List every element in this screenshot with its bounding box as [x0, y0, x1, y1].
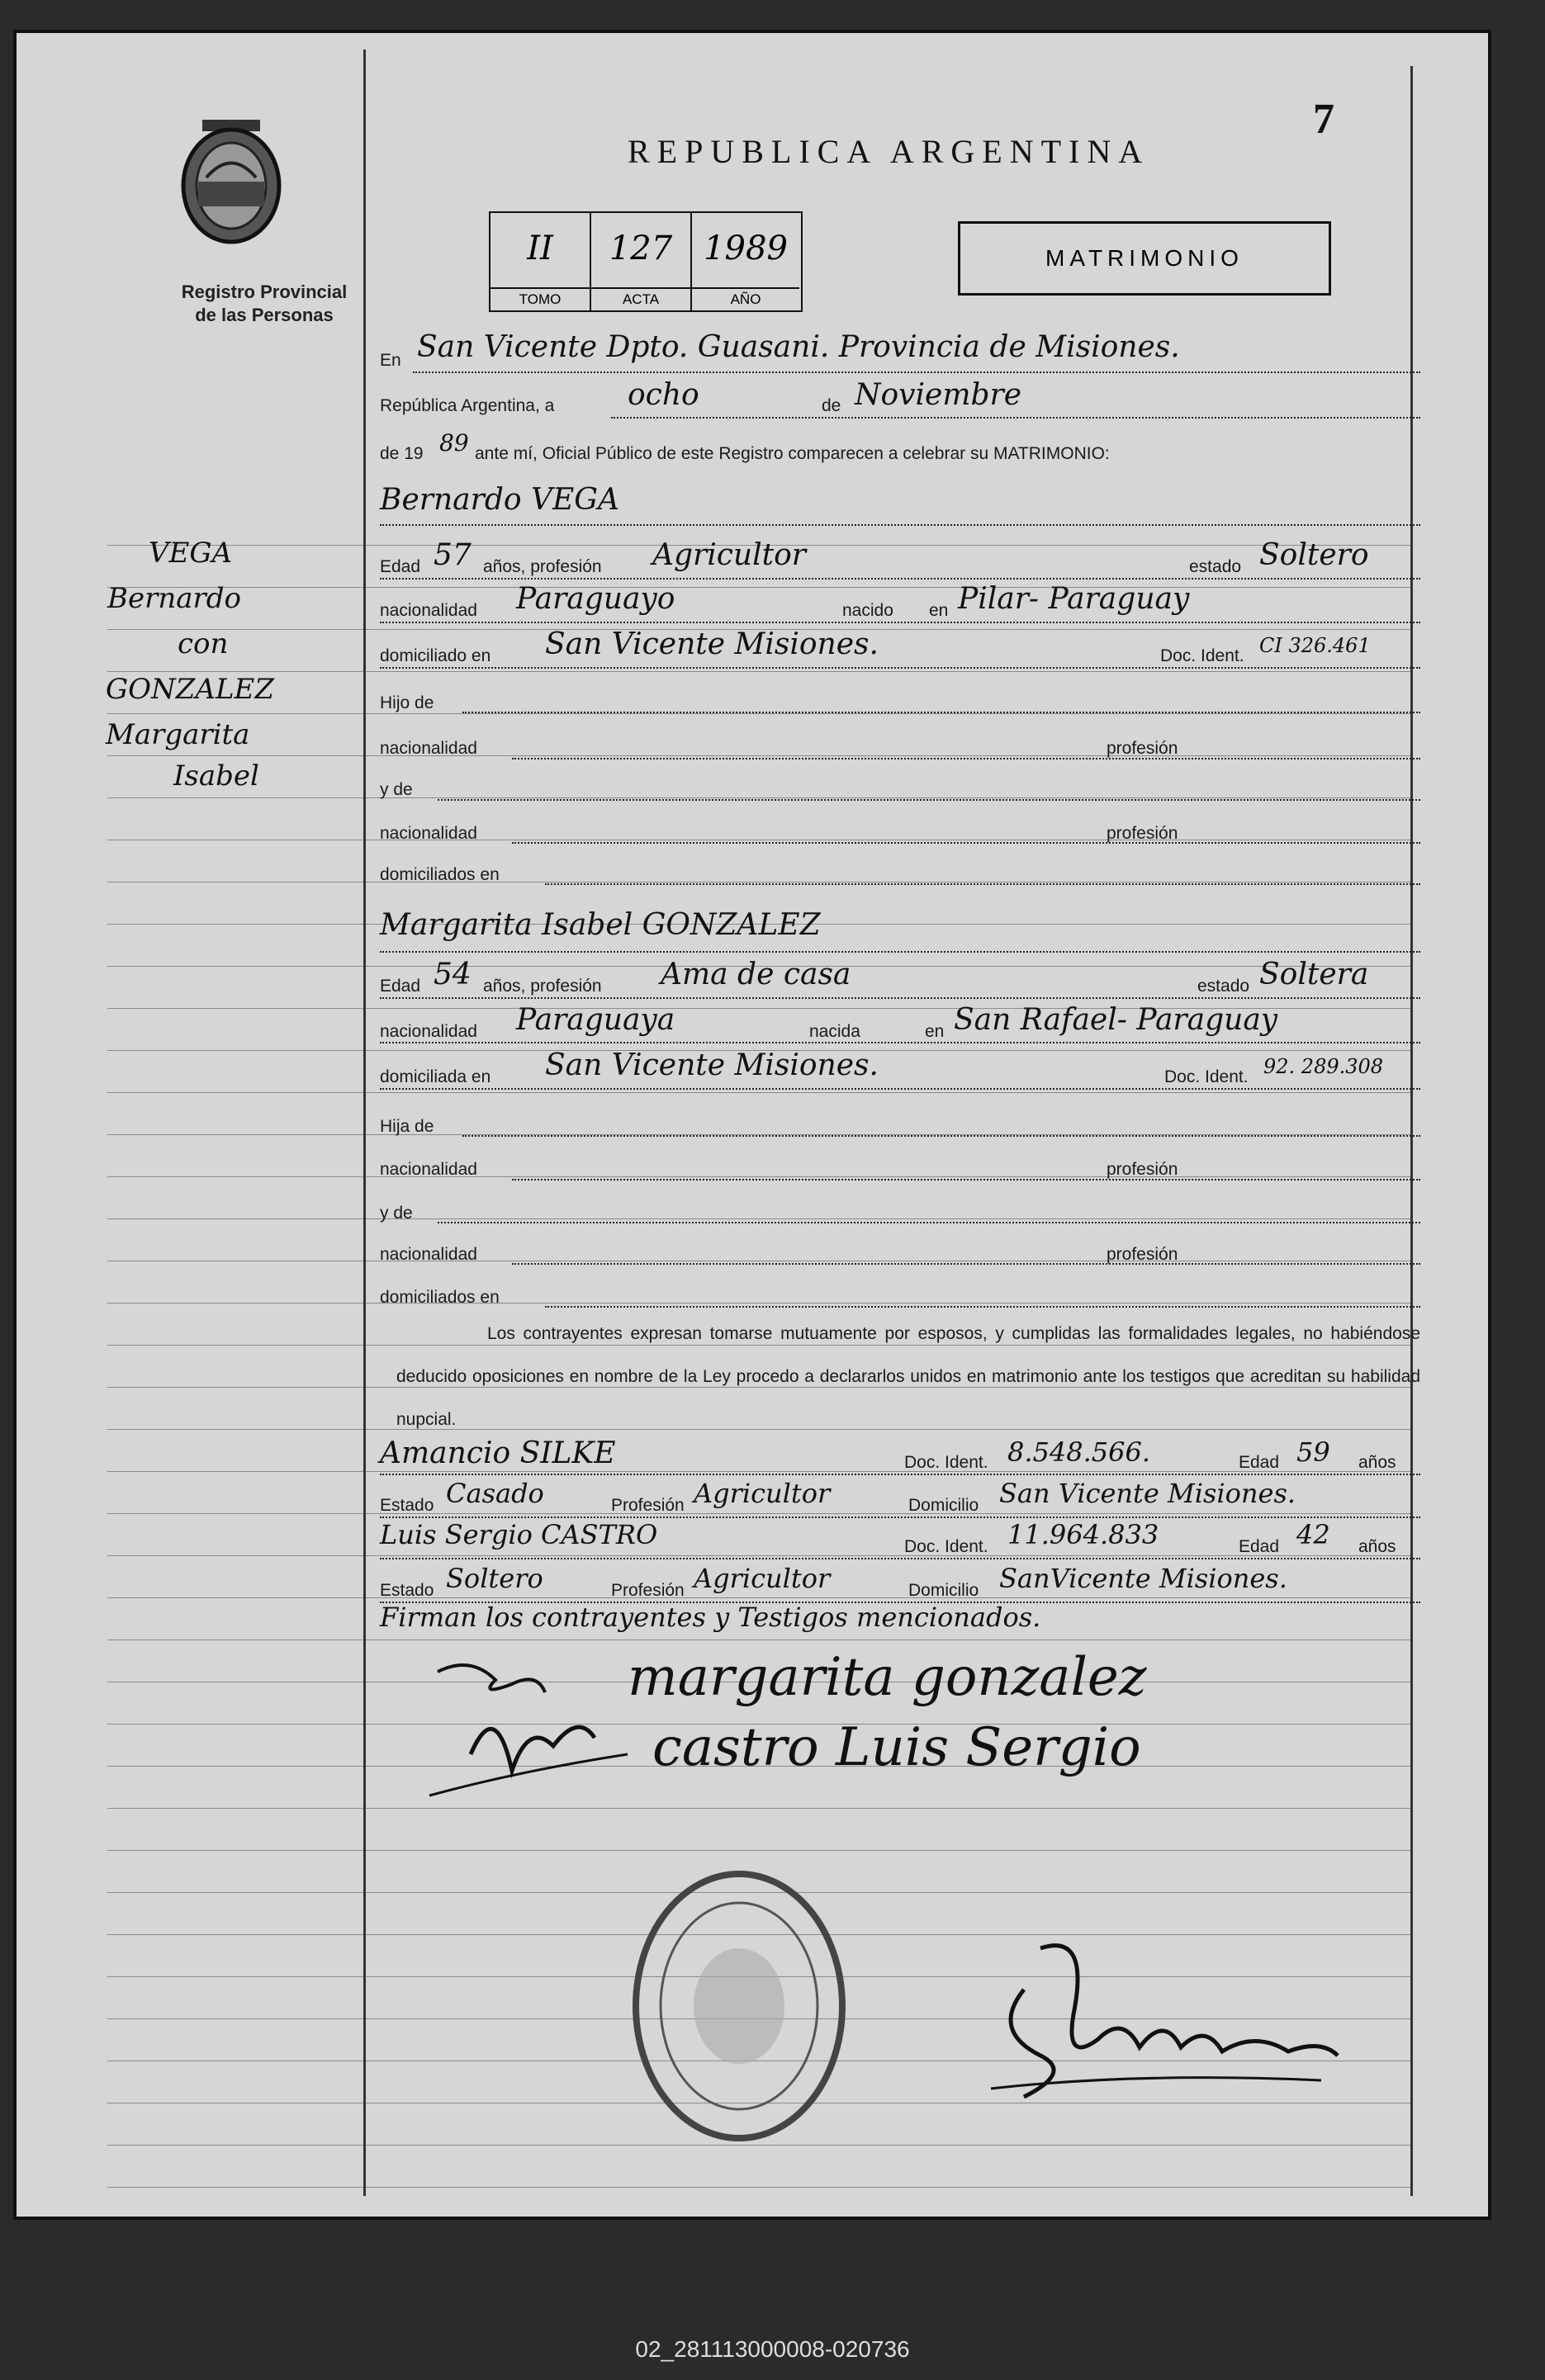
- bride-doc: 92. 289.308: [1263, 1055, 1384, 1078]
- groom-mother-line: [438, 799, 1420, 801]
- signature-line-1: margarita gonzalez: [628, 1647, 1147, 1708]
- margin-note-6: Isabel: [173, 759, 259, 793]
- groom-name: Bernardo VEGA: [380, 483, 620, 517]
- groom-father-line: [512, 758, 1420, 759]
- tomo-cell: [491, 213, 591, 310]
- bride-father-line: [512, 1179, 1420, 1181]
- ruled-line: [107, 1513, 1412, 1514]
- ruled-line: [107, 1218, 1412, 1219]
- ruled-line: [107, 1597, 1412, 1598]
- margin-note-1: VEGA: [149, 537, 233, 570]
- ruled-line: [107, 1850, 1412, 1851]
- bride-line-3: [380, 1042, 1420, 1043]
- bride-domicile: San Vicente Misiones.: [545, 1048, 879, 1082]
- groom-profession: Agricultor: [652, 538, 806, 572]
- date-line: [611, 417, 1420, 419]
- bride-line-4: [380, 1088, 1420, 1090]
- ano-cell: [692, 213, 799, 310]
- ante-text: ante mí, Oficial Público de este Registro comparecen a celebrar su MATRIMONIO:: [475, 444, 1110, 463]
- groom-dom-label: domiciliado en: [380, 646, 491, 665]
- bride-nacida-label: nacida: [809, 1022, 860, 1041]
- act-type-box: MATRIMONIO: [958, 221, 1331, 296]
- signature-line-2: castro Luis Sergio: [652, 1717, 1141, 1778]
- witness2-doc: 11.964.833: [1007, 1519, 1159, 1550]
- groom-nacido-label: nacido: [842, 601, 893, 620]
- margin-divider: [363, 50, 366, 2196]
- acta-value: 127: [609, 229, 673, 267]
- witness1-domicile: San Vicente Misiones.: [999, 1478, 1296, 1509]
- ano-value: 1989: [704, 229, 788, 267]
- bride-en-label: en: [925, 1022, 945, 1041]
- groom-mother-nac-line: [512, 842, 1420, 844]
- right-border: [1410, 66, 1413, 2196]
- bride-name-line: [380, 951, 1420, 953]
- bride-hija-label: Hija de: [380, 1117, 434, 1136]
- bride-age: 54: [434, 958, 472, 991]
- groom-parents-dom-line: [545, 883, 1420, 885]
- ruled-line: [107, 1555, 1412, 1556]
- groom-line-3: [380, 622, 1420, 623]
- bride-birthplace: San Rafael- Paraguay: [954, 1003, 1278, 1037]
- ruled-line: [107, 671, 1412, 672]
- groom-signature-mark: [421, 1647, 636, 1812]
- witness1-anos-label: años: [1358, 1453, 1396, 1472]
- groom-mother-prof-label: profesión: [1107, 824, 1178, 843]
- groom-line-2: [380, 578, 1420, 580]
- registry-name: [149, 281, 380, 327]
- groom-marital-status: Soltero: [1259, 538, 1369, 572]
- groom-edad-label: Edad: [380, 557, 421, 576]
- bride-mother-nac-line: [512, 1263, 1420, 1265]
- bride-marital-status: Soltera: [1259, 958, 1369, 991]
- groom-doc: CI 326.461: [1259, 634, 1371, 657]
- ruled-line: [107, 1303, 1412, 1304]
- ano-label: AÑO: [692, 287, 799, 310]
- page-number: 7: [1313, 96, 1334, 143]
- acta-label: ACTA: [591, 287, 690, 310]
- ruled-line: [107, 1176, 1412, 1177]
- bride-nationality: Paraguaya: [516, 1003, 675, 1037]
- groom-line-4: [380, 667, 1420, 669]
- groom-hijo-label: Hijo de: [380, 693, 434, 712]
- witness1-name: Amancio SILKE: [380, 1436, 616, 1470]
- bride-name: Margarita Isabel GONZALEZ: [380, 908, 821, 942]
- place-line: [413, 371, 1420, 373]
- groom-en-label: en: [929, 601, 949, 620]
- ruled-line: [107, 1808, 1412, 1809]
- witness2-anos-label: años: [1358, 1537, 1396, 1556]
- witness2-age: 42: [1296, 1519, 1330, 1550]
- bride-dom-label: domiciliada en: [380, 1067, 491, 1086]
- bride-doc-label: Doc. Ident.: [1164, 1067, 1249, 1086]
- margin-note-2: Bernardo: [107, 582, 242, 615]
- witness1-line-2: [380, 1516, 1420, 1518]
- registry-line2: de las Personas: [195, 305, 334, 325]
- witness1-age: 59: [1296, 1436, 1330, 1468]
- ruled-line: [107, 713, 1412, 714]
- country-title: REPUBLICA ARGENTINA: [628, 133, 1150, 170]
- witness2-profession: Agricultor: [694, 1563, 831, 1594]
- groom-mother-nac-label: nacionalidad: [380, 824, 477, 843]
- bride-estado-label: estado: [1197, 977, 1250, 996]
- groom-birthplace: Pilar- Paraguay: [958, 582, 1190, 616]
- bride-father-nac-label: nacionalidad: [380, 1160, 477, 1179]
- witness1-doc: 8.548.566.: [1007, 1436, 1151, 1468]
- bride-profession: Ama de casa: [661, 958, 851, 991]
- witness2-status: Soltero: [446, 1563, 543, 1594]
- groom-father-prof-label: profesión: [1107, 739, 1178, 758]
- place-value: San Vicente Dpto. Guasani. Provincia de Misiones.: [417, 330, 1180, 364]
- groom-nationality: Paraguayo: [516, 582, 675, 616]
- witness2-doc-label: Doc. Ident.: [904, 1537, 988, 1556]
- tomo-value: II: [527, 229, 553, 267]
- witness1-dom-label: Domicilio: [908, 1496, 979, 1515]
- witness2-prof-label: Profesión: [611, 1581, 685, 1600]
- witness1-prof-label: Profesión: [611, 1496, 685, 1515]
- groom-father-nac-label: nacionalidad: [380, 739, 477, 758]
- witness1-edad-label: Edad: [1239, 1453, 1280, 1472]
- witness1-profession: Agricultor: [694, 1478, 831, 1509]
- bride-mother-prof-label: profesión: [1107, 1245, 1178, 1264]
- coat-of-arms-icon: [178, 116, 285, 248]
- groom-doc-label: Doc. Ident.: [1160, 646, 1244, 665]
- closing-note: Firman los contrayentes y Testigos mencionados.: [380, 1602, 1041, 1633]
- witness1-line-1: [380, 1474, 1420, 1475]
- groom-estado-label: estado: [1189, 557, 1242, 576]
- official-stamp-icon: [628, 1866, 851, 2146]
- de-label: de: [822, 396, 841, 415]
- groom-domicile: San Vicente Misiones.: [545, 627, 879, 661]
- witness1-estado-label: Estado: [380, 1496, 434, 1515]
- month-value: Noviembre: [855, 378, 1022, 412]
- witness1-status: Casado: [446, 1478, 544, 1509]
- republica-label: República Argentina, a: [380, 396, 555, 415]
- witness2-edad-label: Edad: [1239, 1537, 1280, 1556]
- groom-parents-dom-label: domiciliados en: [380, 865, 500, 884]
- bride-anos-prof-label: años, profesión: [483, 977, 602, 996]
- groom-nac-label: nacionalidad: [380, 601, 477, 620]
- ruled-line: [107, 587, 1412, 588]
- groom-yde-label: y de: [380, 780, 413, 799]
- witness2-dom-label: Domicilio: [908, 1581, 979, 1600]
- official-signature-mark: [974, 1915, 1354, 2130]
- bride-parents-dom-label: domiciliados en: [380, 1288, 500, 1307]
- witness2-estado-label: Estado: [380, 1581, 434, 1600]
- year-suffix: 89: [439, 429, 469, 457]
- witness2-domicile: SanVicente Misiones.: [999, 1563, 1287, 1594]
- day-value: ocho: [628, 378, 699, 412]
- registry-line1: Registro Provincial: [181, 282, 348, 302]
- groom-name-line: [380, 524, 1420, 526]
- declaration-text: Los contrayentes expresan tomarse mutuamente por esposos, y cumplidas las formalidades legales, no habiéndose deducido oposiciones en nombre de la Ley procedo a declararlos unidos en matrimonio ante los testigos que acreditan su habilidad nupcial.: [396, 1324, 1420, 1429]
- ruled-line: [107, 755, 1412, 756]
- ruled-line: [107, 2187, 1412, 2188]
- witness2-line-1: [380, 1558, 1420, 1559]
- bride-yde-label: y de: [380, 1204, 413, 1223]
- bride-mother-nac-label: nacionalidad: [380, 1245, 477, 1264]
- acta-cell: [591, 213, 692, 310]
- ruled-line: [107, 1092, 1412, 1093]
- groom-hijo-line: [462, 712, 1420, 713]
- groom-age: 57: [434, 538, 472, 572]
- ruled-line: [107, 1471, 1412, 1472]
- margin-note-5: Margarita: [106, 718, 250, 751]
- bride-edad-label: Edad: [380, 977, 421, 996]
- footer-id: 02_281113000008-020736: [635, 2336, 910, 2362]
- de19-label: de 19: [380, 444, 424, 463]
- groom-anos-prof-label: años, profesión: [483, 557, 602, 576]
- margin-note-3: con: [178, 627, 229, 660]
- witness2-name: Luis Sergio CASTRO: [380, 1519, 658, 1550]
- bride-nac-label: nacionalidad: [380, 1022, 477, 1041]
- margin-note-4: GONZALEZ: [106, 673, 274, 706]
- register-page: [17, 33, 1488, 2217]
- bride-parents-dom-line: [545, 1306, 1420, 1308]
- bride-line-2: [380, 997, 1420, 999]
- tomo-label: TOMO: [491, 287, 590, 310]
- ruled-line: [107, 797, 1412, 798]
- bride-father-prof-label: profesión: [1107, 1160, 1178, 1179]
- tomo-acta-ano-box: [489, 211, 803, 312]
- bride-mother-line: [438, 1222, 1420, 1223]
- en-label: En: [380, 351, 401, 370]
- witness1-doc-label: Doc. Ident.: [904, 1453, 988, 1472]
- bride-hija-line: [462, 1135, 1420, 1137]
